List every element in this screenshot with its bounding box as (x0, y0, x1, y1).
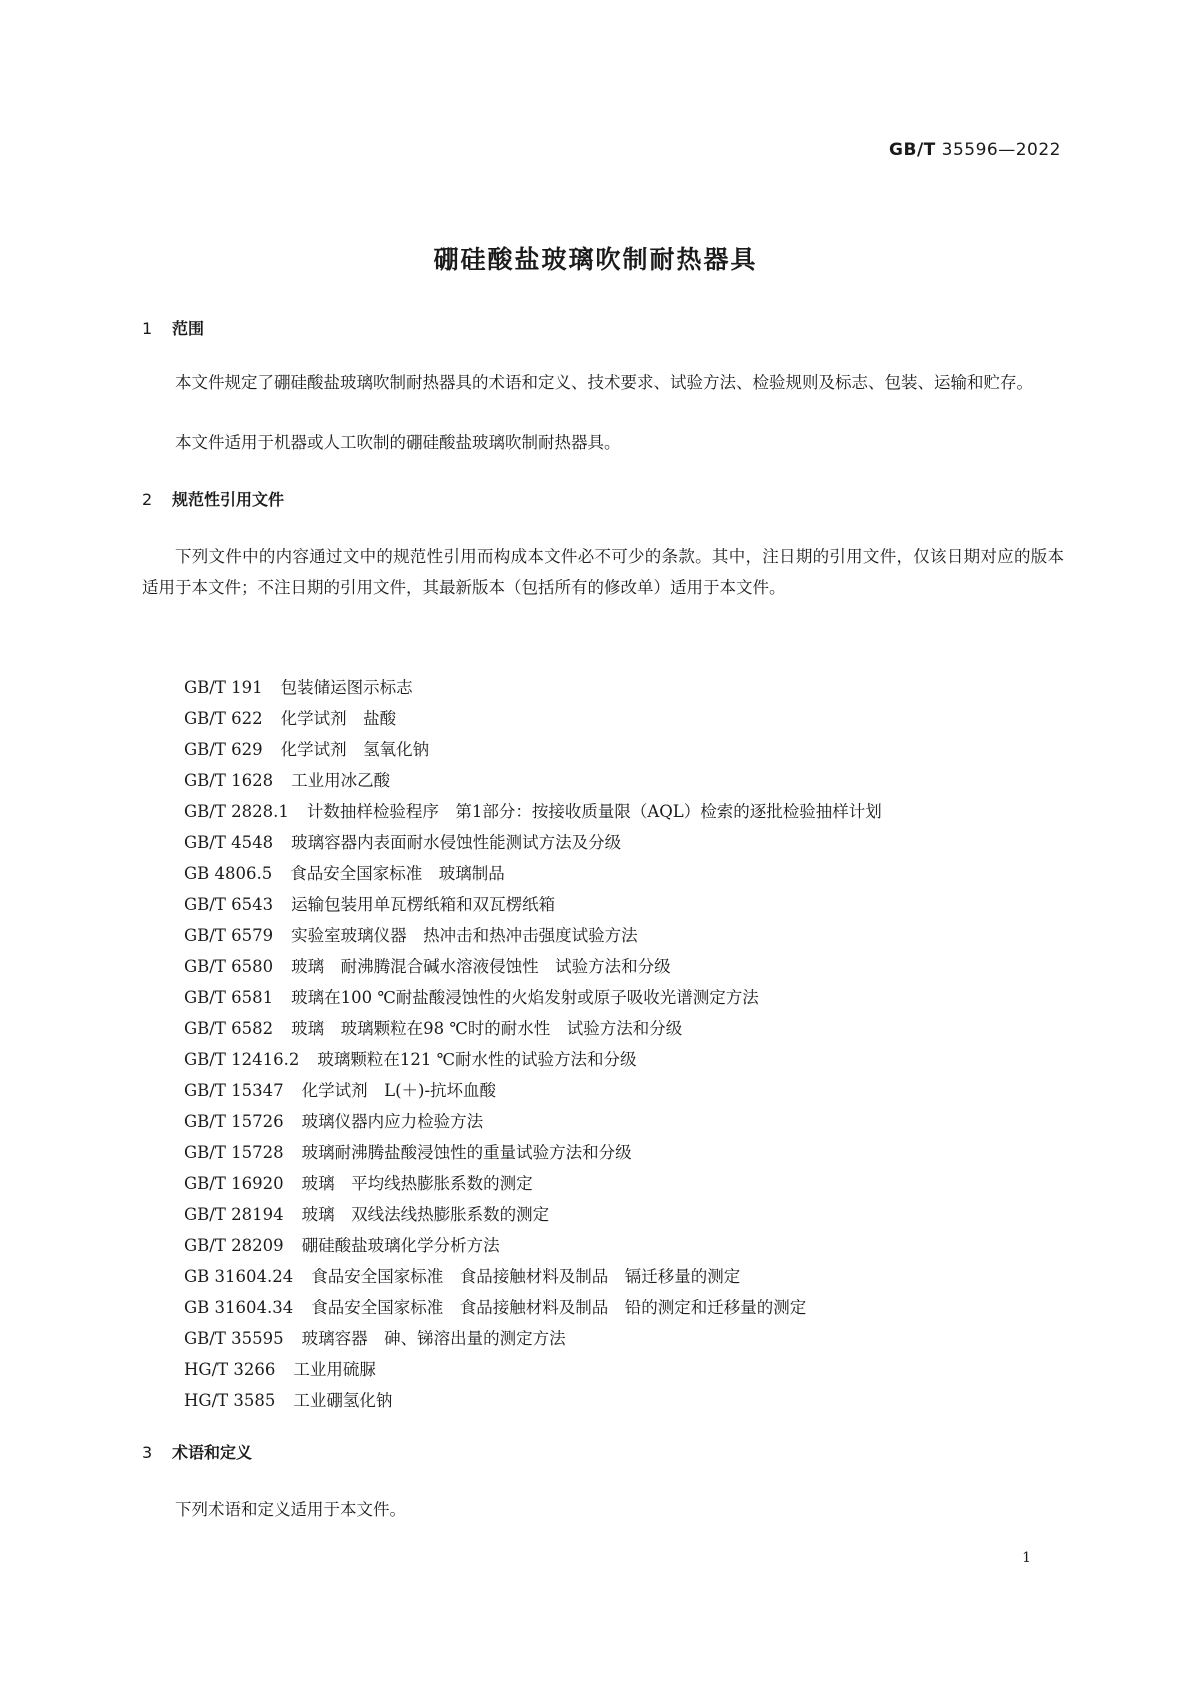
reference-item (184, 1168, 882, 1199)
standard-code (889, 140, 1061, 160)
reference-title: 计数抽样检验程序 第1部分：按接收质量限（AQL）检索的逐批检验抽样计划 (306, 802, 882, 821)
reference-item (184, 1075, 882, 1106)
reference-code: GB/T 622 (184, 709, 263, 728)
reference-item (184, 703, 882, 734)
reference-code: GB 31604.24 (184, 1267, 294, 1286)
reference-code: GB/T 28209 (184, 1236, 284, 1255)
section-1-paragraph-2: 本文件适用于机器或人工吹制的硼硅酸盐玻璃吹制耐热器具。 (175, 433, 621, 452)
reference-title: 玻璃仪器内应力检验方法 (301, 1112, 484, 1131)
reference-title: 玻璃 耐沸腾混合碱水溶液侵蚀性 试验方法和分级 (291, 957, 671, 976)
reference-item (184, 672, 882, 703)
section-1-title: 范围 (172, 319, 205, 338)
reference-code: GB 31604.34 (184, 1298, 294, 1317)
reference-code: GB/T 15726 (184, 1112, 284, 1131)
reference-title: 包装储运图示标志 (280, 678, 413, 697)
document-title: 硼硅酸盐玻璃吹制耐热器具 (433, 245, 758, 274)
reference-item (184, 889, 882, 920)
reference-title: 玻璃 平均线热膨胀系数的测定 (301, 1174, 533, 1193)
page-number: 1 (1022, 1550, 1031, 1566)
section-1-number: 1 (142, 319, 153, 338)
reference-item (184, 1044, 882, 1075)
section-2-number: 2 (142, 490, 153, 509)
reference-title: 玻璃容器 砷、锑溶出量的测定方法 (301, 1329, 566, 1348)
reference-item (184, 858, 882, 889)
section-3-title: 术语和定义 (172, 1443, 253, 1462)
reference-code: GB/T 191 (184, 678, 263, 697)
reference-code: GB/T 6581 (184, 988, 274, 1007)
reference-title: 工业硼氢化钠 (293, 1391, 393, 1410)
reference-title: 化学试剂 L(＋)-抗坏血酸 (301, 1081, 497, 1100)
reference-title: 玻璃颗粒在121 ℃耐水性的试验方法和分级 (317, 1050, 637, 1069)
reference-title: 食品安全国家标准 食品接触材料及制品 铅的测定和迁移量的测定 (311, 1298, 807, 1317)
section-3-number: 3 (142, 1443, 153, 1462)
reference-title: 玻璃 玻璃颗粒在98 ℃时的耐水性 试验方法和分级 (291, 1019, 683, 1038)
reference-title: 食品安全国家标准 玻璃制品 (290, 864, 505, 883)
reference-code: GB/T 15347 (184, 1081, 284, 1100)
reference-title: 硼硅酸盐玻璃化学分析方法 (301, 1236, 500, 1255)
reference-title: 化学试剂 氢氧化钠 (280, 740, 430, 759)
reference-item (184, 827, 882, 858)
reference-item (184, 951, 882, 982)
section-2-intro: 下列文件中的内容通过文中的规范性引用而构成本文件必不可少的条款。其中，注日期的引用文件，仅该日期对应的版本适用于本文件；不注日期的引用文件，其最新版本（包括所有的修改单）适用于本文件。 (142, 547, 1064, 597)
reference-item (184, 1137, 882, 1168)
reference-item (184, 1323, 882, 1354)
reference-code: GB/T 16920 (184, 1174, 284, 1193)
reference-code: GB/T 2828.1 (184, 802, 289, 821)
reference-item (184, 920, 882, 951)
section-1-heading (142, 316, 204, 339)
reference-code: GB/T 6543 (184, 895, 274, 914)
reference-item (184, 1199, 882, 1230)
reference-title: 玻璃在100 ℃耐盐酸浸蚀性的火焰发射或原子吸收光谱测定方法 (291, 988, 759, 1007)
reference-code: GB/T 28194 (184, 1205, 284, 1224)
reference-item (184, 1230, 882, 1261)
reference-code: GB/T 6579 (184, 926, 274, 945)
reference-title: 工业用硫脲 (293, 1360, 376, 1379)
reference-title: 食品安全国家标准 食品接触材料及制品 镉迁移量的测定 (311, 1267, 741, 1286)
reference-code: GB/T 4548 (184, 833, 274, 852)
section-3-heading (142, 1440, 252, 1463)
reference-title: 运输包装用单瓦楞纸箱和双瓦楞纸箱 (291, 895, 556, 914)
reference-item (184, 1354, 882, 1385)
reference-code: GB/T 15728 (184, 1143, 284, 1162)
reference-title: 实验室玻璃仪器 热冲击和热冲击强度试验方法 (291, 926, 638, 945)
reference-item (184, 1013, 882, 1044)
reference-item (184, 796, 882, 827)
reference-code: GB/T 35595 (184, 1329, 284, 1348)
reference-code: HG/T 3585 (184, 1391, 276, 1410)
standard-code-prefix: GB/T (889, 140, 936, 160)
reference-title: 玻璃耐沸腾盐酸浸蚀性的重量试验方法和分级 (301, 1143, 632, 1162)
section-2-heading (142, 487, 284, 510)
reference-code: GB/T 6580 (184, 957, 274, 976)
reference-title: 玻璃 双线法线热膨胀系数的测定 (301, 1205, 550, 1224)
reference-item (184, 1292, 882, 1323)
section-2-title: 规范性引用文件 (172, 490, 285, 509)
reference-code: GB 4806.5 (184, 864, 273, 883)
reference-title: 玻璃容器内表面耐水侵蚀性能测试方法及分级 (291, 833, 622, 852)
reference-title: 工业用冰乙酸 (291, 771, 391, 790)
reference-code: GB/T 629 (184, 740, 263, 759)
normative-references-list (184, 672, 882, 1416)
reference-code: GB/T 1628 (184, 771, 274, 790)
section-1-paragraph-1: 本文件规定了硼硅酸盐玻璃吹制耐热器具的术语和定义、技术要求、试验方法、检验规则及标志、包装、运输和贮存。 (175, 373, 1033, 392)
reference-title: 化学试剂 盐酸 (280, 709, 397, 728)
reference-item (184, 1385, 882, 1416)
reference-item (184, 1106, 882, 1137)
reference-code: HG/T 3266 (184, 1360, 276, 1379)
reference-code: GB/T 6582 (184, 1019, 274, 1038)
reference-item (184, 1261, 882, 1292)
reference-item (184, 765, 882, 796)
section-3-intro: 下列术语和定义适用于本文件。 (175, 1500, 406, 1519)
reference-item (184, 734, 882, 765)
reference-code: GB/T 12416.2 (184, 1050, 300, 1069)
standard-code-number: 35596—2022 (941, 140, 1061, 160)
reference-item (184, 982, 882, 1013)
